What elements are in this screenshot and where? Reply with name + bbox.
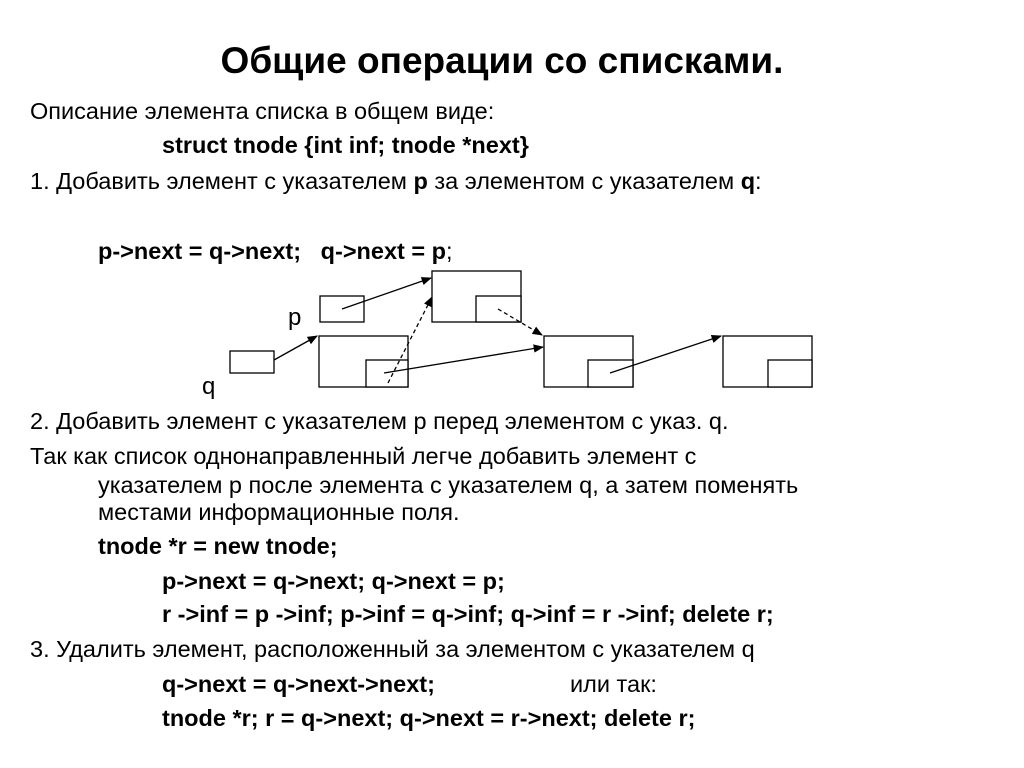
step1-q: q [740, 168, 756, 194]
node-q-next [366, 360, 408, 387]
step2-expl-3: местами информационные поля. [98, 499, 460, 525]
step3-line: 3. Удалить элемент, расположенный за элементом с указателем q [30, 636, 755, 662]
step2-line: 2. Добавить элемент с указателем р перед элементом с указ. q. [30, 408, 729, 434]
step1-p: p [413, 168, 428, 194]
step3-code-1: q->next = q->next->next; [162, 671, 435, 697]
step2-expl-2: указателем р после элемента с указателем q, а затем поменять [98, 472, 799, 498]
diagram-label-p: p [288, 304, 302, 331]
step1-prefix: 1. Добавить элемент с указателем [30, 168, 414, 194]
step1-code-b: q->next = p [320, 238, 447, 264]
description-line: Описание элемента списка в общем виде: [30, 98, 495, 124]
step2-code-3: r ->inf = p ->inf; p->inf = q->inf; q->inf = r ->inf; delete r; [162, 601, 774, 627]
step3-code-1-row [162, 671, 435, 697]
step1-code-a: p->next = q->next; [98, 238, 302, 264]
step2-expl-1: Так как список однонаправленный легче добавить элемент с [30, 443, 697, 469]
step2-code-2: p->next = q->next; q->next = p; [162, 568, 505, 594]
step1-mid: за элементом с указателем [427, 168, 741, 194]
step1-code-end: ; [446, 238, 453, 264]
page-title: Общие операции со списками. [220, 40, 784, 81]
arrow-q-to-node [274, 336, 317, 360]
node-4-next [768, 360, 812, 387]
step3-code-2: tnode *r; r = q->next; q->next = r->next; delete r; [162, 705, 696, 731]
diagram-label-q: q [202, 373, 216, 400]
pointer-box-q [230, 351, 274, 373]
arrow-p-to-new [342, 278, 431, 309]
step3-alt: или так: [570, 671, 657, 697]
step2-code-1: tnode *r = new tnode; [98, 533, 338, 559]
step1-suffix: : [755, 168, 762, 194]
struct-code: struct tnode {int inf; tnode *next} [162, 132, 529, 158]
